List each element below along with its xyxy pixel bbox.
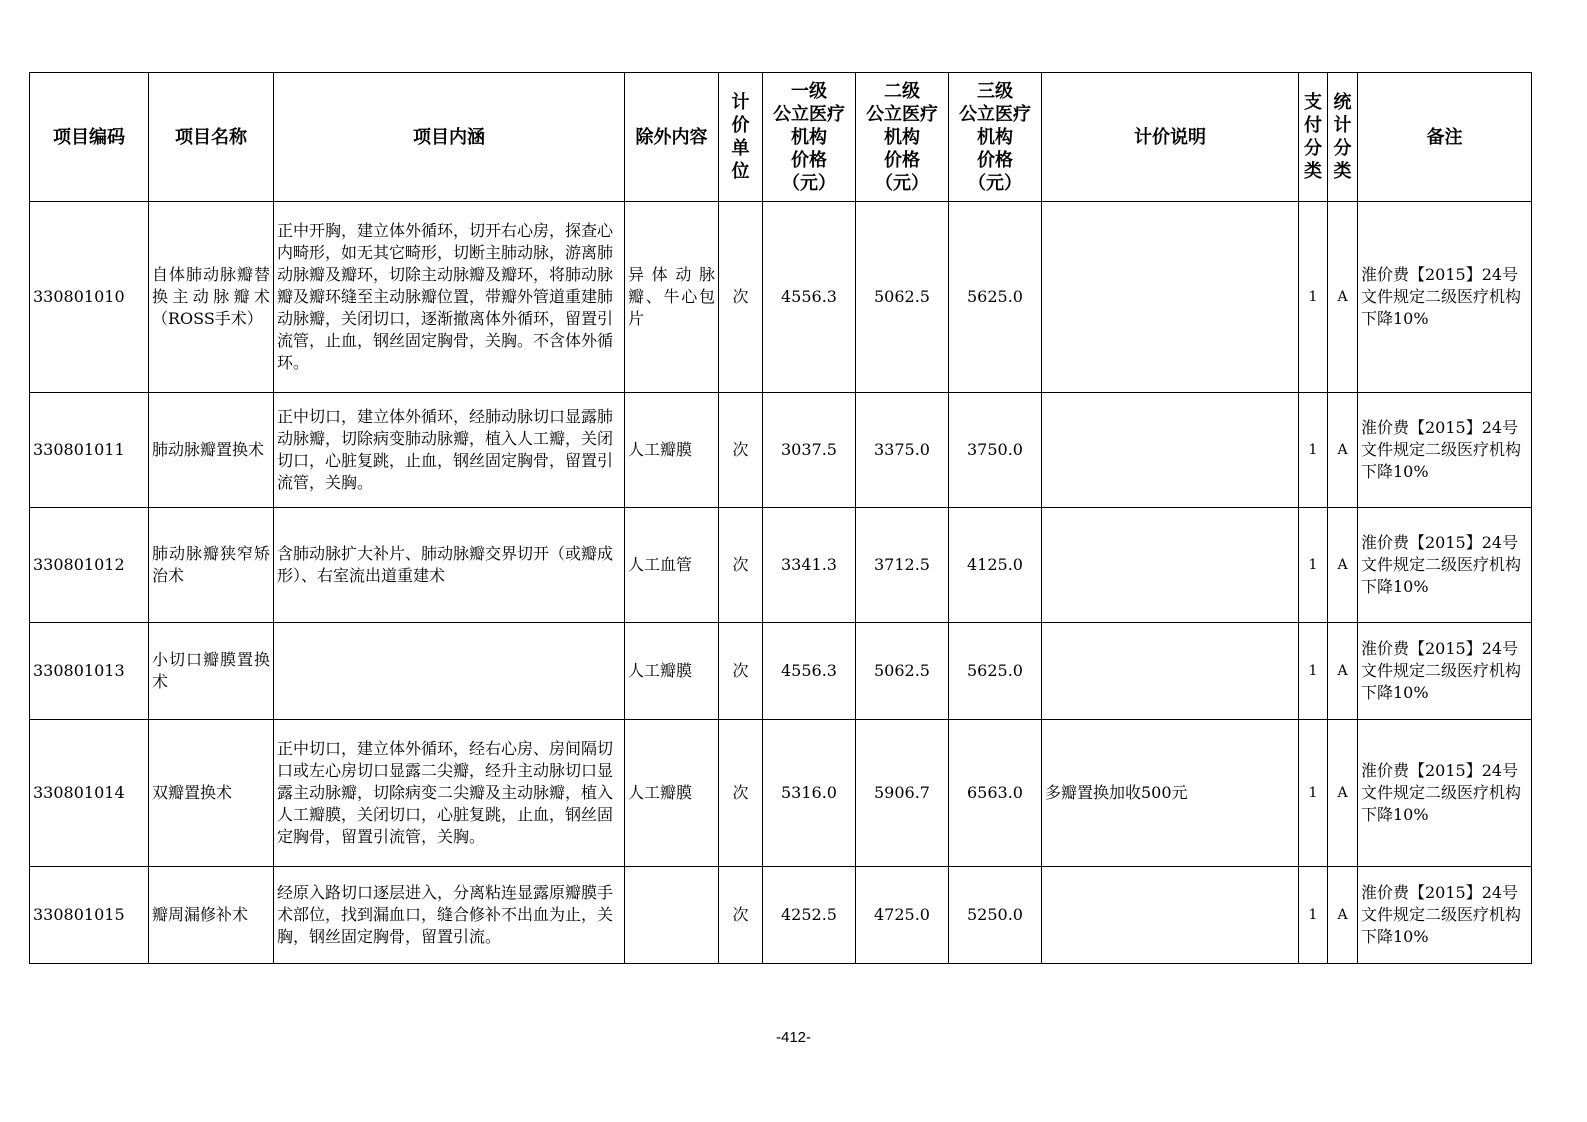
cell-price1: 4556.3 <box>763 623 856 720</box>
cell-name: 肺动脉瓣置换术 <box>149 393 274 508</box>
cell-code: 330801012 <box>30 508 149 623</box>
cell-excluded: 人工血管 <box>625 508 719 623</box>
cell-stat: A <box>1328 720 1358 867</box>
cell-name: 肺动脉瓣狭窄矫治术 <box>149 508 274 623</box>
cell-code: 330801015 <box>30 867 149 964</box>
cell-note <box>1042 508 1299 623</box>
cell-pay: 1 <box>1299 508 1328 623</box>
cell-remark: 淮价费【2015】24号文件规定二级医疗机构下降10% <box>1358 508 1532 623</box>
table-row <box>30 623 1532 720</box>
cell-price3: 5250.0 <box>949 867 1042 964</box>
cell-price1: 3341.3 <box>763 508 856 623</box>
cell-name: 自体肺动脉瓣替换主动脉瓣术（ROSS手术） <box>149 202 274 393</box>
header-remark: 备注 <box>1358 73 1532 202</box>
cell-remark: 淮价费【2015】24号文件规定二级医疗机构下降10% <box>1358 623 1532 720</box>
cell-price1: 4556.3 <box>763 202 856 393</box>
cell-price2: 3375.0 <box>856 393 949 508</box>
cell-pay: 1 <box>1299 393 1328 508</box>
cell-unit: 次 <box>719 867 763 964</box>
header-row <box>30 73 1532 202</box>
price-table <box>29 72 1532 964</box>
header-code: 项目编码 <box>30 73 149 202</box>
cell-stat: A <box>1328 393 1358 508</box>
header-unit: 计 价 单 位 <box>719 73 763 202</box>
cell-stat: A <box>1328 623 1358 720</box>
cell-excluded: 人工瓣膜 <box>625 720 719 867</box>
cell-code: 330801013 <box>30 623 149 720</box>
cell-remark: 淮价费【2015】24号文件规定二级医疗机构下降10% <box>1358 202 1532 393</box>
table-row <box>30 508 1532 623</box>
cell-price1: 3037.5 <box>763 393 856 508</box>
cell-excluded: 异体动脉瓣、牛心包片 <box>625 202 719 393</box>
cell-name: 小切口瓣膜置换术 <box>149 623 274 720</box>
cell-unit: 次 <box>719 720 763 867</box>
cell-stat: A <box>1328 202 1358 393</box>
cell-code: 330801011 <box>30 393 149 508</box>
cell-price2: 5062.5 <box>856 623 949 720</box>
cell-price1: 4252.5 <box>763 867 856 964</box>
cell-price2: 5062.5 <box>856 202 949 393</box>
table-row <box>30 202 1532 393</box>
cell-pay: 1 <box>1299 720 1328 867</box>
cell-content: 正中开胸，建立体外循环，切开右心房，探查心内畸形，如无其它畸形，切断主肺动脉，游离肺动脉瓣及瓣环，切除主动脉瓣及瓣环，将肺动脉瓣及瓣环缝至主动脉瓣位置，带瓣外管道重建肺动脉瓣，关闭切口，逐渐撤离体外循环，留置引流管，止血，钢丝固定胸骨，关胸。不含体外循环。 <box>274 202 625 393</box>
cell-price2: 5906.7 <box>856 720 949 867</box>
cell-pay: 1 <box>1299 623 1328 720</box>
header-content: 项目内涵 <box>274 73 625 202</box>
cell-content <box>274 623 625 720</box>
cell-pay: 1 <box>1299 867 1328 964</box>
cell-remark: 淮价费【2015】24号文件规定二级医疗机构下降10% <box>1358 393 1532 508</box>
cell-note: 多瓣置换加收500元 <box>1042 720 1299 867</box>
cell-name: 双瓣置换术 <box>149 720 274 867</box>
table-row <box>30 867 1532 964</box>
cell-content: 含肺动脉扩大补片、肺动脉瓣交界切开（或瓣成形）、右室流出道重建术 <box>274 508 625 623</box>
cell-excluded: 人工瓣膜 <box>625 393 719 508</box>
cell-excluded: 人工瓣膜 <box>625 623 719 720</box>
cell-price3: 5625.0 <box>949 623 1042 720</box>
cell-stat: A <box>1328 508 1358 623</box>
cell-content: 正中切口，建立体外循环，经肺动脉切口显露肺动脉瓣，切除病变肺动脉瓣，植入人工瓣，关闭切口，心脏复跳，止血，钢丝固定胸骨，留置引流管，关胸。 <box>274 393 625 508</box>
header-pay: 支 付 分 类 <box>1299 73 1328 202</box>
table-row <box>30 393 1532 508</box>
cell-remark: 淮价费【2015】24号文件规定二级医疗机构下降10% <box>1358 867 1532 964</box>
cell-pay: 1 <box>1299 202 1328 393</box>
cell-note <box>1042 867 1299 964</box>
header-excluded: 除外内容 <box>625 73 719 202</box>
header-price1: 一级 公立医疗 机构 价格 （元） <box>763 73 856 202</box>
cell-unit: 次 <box>719 393 763 508</box>
table-row <box>30 720 1532 867</box>
cell-price2: 3712.5 <box>856 508 949 623</box>
header-price2: 二级 公立医疗 机构 价格 （元） <box>856 73 949 202</box>
cell-price2: 4725.0 <box>856 867 949 964</box>
cell-remark: 淮价费【2015】24号文件规定二级医疗机构下降10% <box>1358 720 1532 867</box>
cell-price3: 4125.0 <box>949 508 1042 623</box>
cell-name: 瓣周漏修补术 <box>149 867 274 964</box>
cell-price3: 6563.0 <box>949 720 1042 867</box>
header-price3: 三级 公立医疗 机构 价格 （元） <box>949 73 1042 202</box>
cell-content: 正中切口，建立体外循环，经右心房、房间隔切口或左心房切口显露二尖瓣，经升主动脉切口显露主动脉瓣，切除病变二尖瓣及主动脉瓣，植入人工瓣膜，关闭切口，心脏复跳，止血，钢丝固定胸骨，留置引流管，关胸。 <box>274 720 625 867</box>
cell-excluded <box>625 867 719 964</box>
cell-note <box>1042 202 1299 393</box>
cell-unit: 次 <box>719 623 763 720</box>
cell-stat: A <box>1328 867 1358 964</box>
cell-price3: 5625.0 <box>949 202 1042 393</box>
cell-price1: 5316.0 <box>763 720 856 867</box>
header-stat: 统 计 分 类 <box>1328 73 1358 202</box>
cell-content: 经原入路切口逐层进入，分离粘连显露原瓣膜手术部位，找到漏血口，缝合修补不出血为止，关胸，钢丝固定胸骨，留置引流。 <box>274 867 625 964</box>
cell-unit: 次 <box>719 508 763 623</box>
cell-unit: 次 <box>719 202 763 393</box>
header-note: 计价说明 <box>1042 73 1299 202</box>
header-name: 项目名称 <box>149 73 274 202</box>
page-number: -412- <box>775 1029 812 1046</box>
cell-code: 330801010 <box>30 202 149 393</box>
cell-note <box>1042 393 1299 508</box>
cell-note <box>1042 623 1299 720</box>
cell-code: 330801014 <box>30 720 149 867</box>
cell-price3: 3750.0 <box>949 393 1042 508</box>
